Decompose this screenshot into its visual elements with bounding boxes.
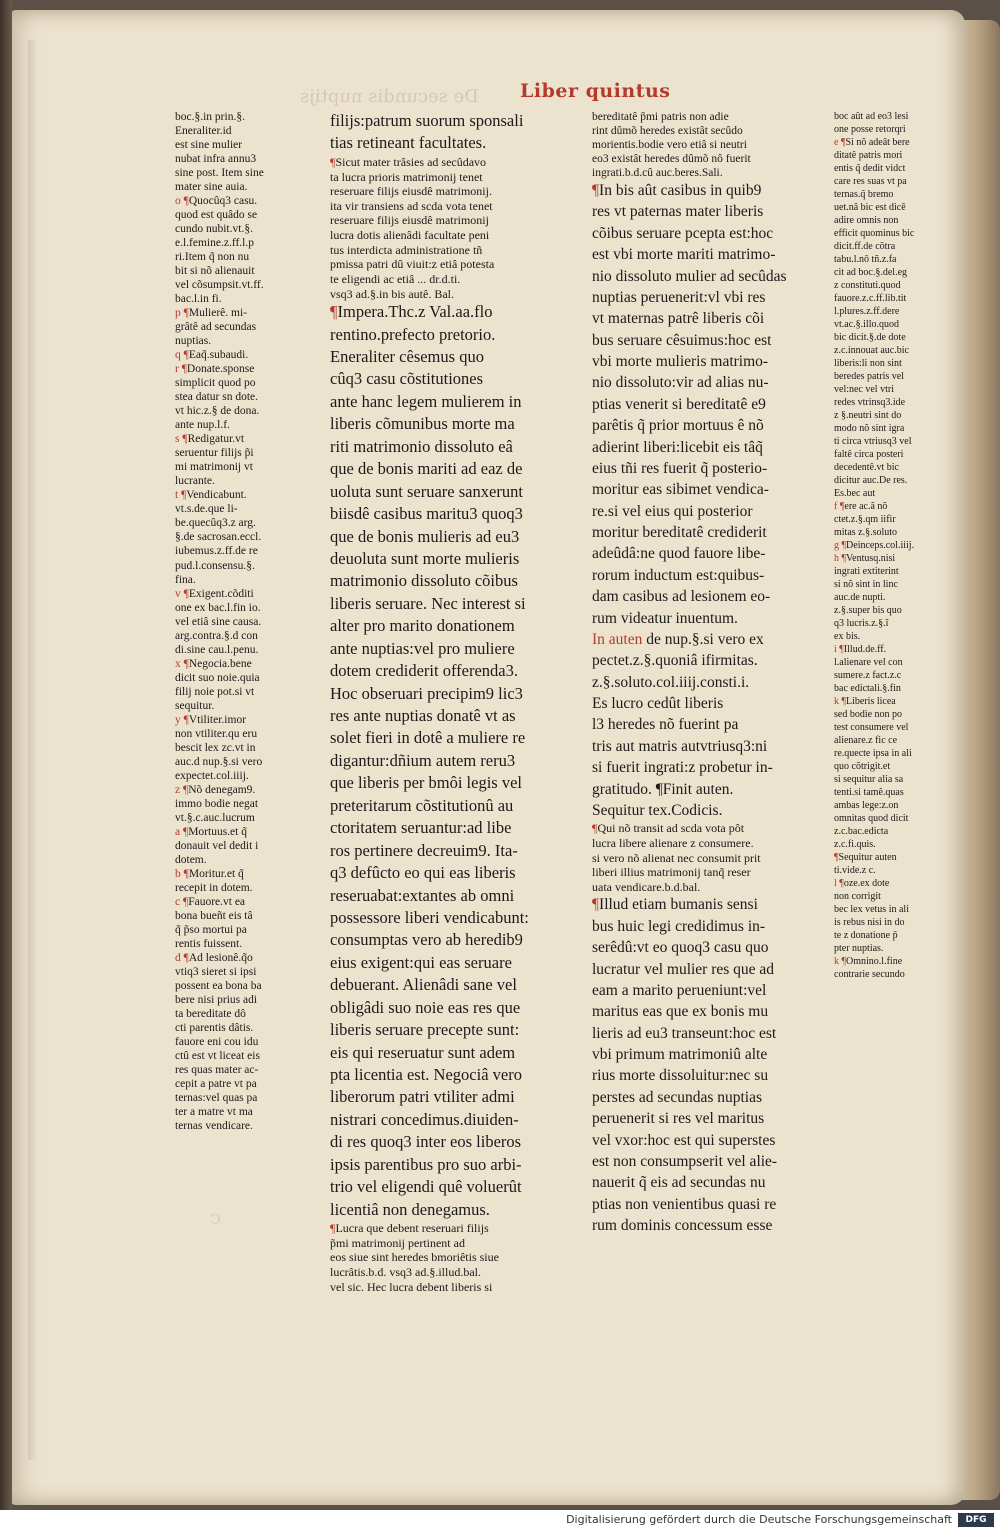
- gloss-right-line: uet.nâ bic est dicê: [834, 202, 906, 213]
- col2-law-line: dotem crediderit offerenda3.: [330, 661, 518, 681]
- gloss-right-line: mitas z.§.soluto: [834, 527, 898, 538]
- gloss-right-line: z.§.super bis quo: [834, 605, 902, 616]
- col2-law-line: que de bonis mariti ad eaz de: [330, 459, 523, 479]
- col2-law-line: liberis seruare. Nec interest si: [330, 593, 526, 613]
- gloss-left-line: stea datur sn dote.: [175, 391, 259, 404]
- gloss-right-line: k ¶Liberis licea: [834, 696, 896, 707]
- footer-credit: Digitalisierung gefördert durch die Deutsche Forschungsgemeinschaft: [566, 1513, 952, 1526]
- gloss-right-line: faltê circa posteri: [834, 449, 904, 460]
- col3-main-line: bus seruare cêsuimus:hoc est: [592, 331, 772, 349]
- bleed-through-header: De secundis nuptijs: [300, 86, 479, 107]
- gloss-left-line: bac.l.in fi.: [175, 293, 222, 306]
- col3-main-line: nuptias peruenerit:vl vbi res: [592, 288, 766, 306]
- gloss-left-line: bona bueñt eis tâ: [175, 909, 253, 922]
- gloss-right-line: i ¶Illud.de.ff.: [834, 644, 887, 655]
- col3-authentica-line: si fuerit ingrati:z probetur in-: [592, 759, 773, 777]
- col3-main-line: cõibus seruare pcepta est:hoc: [592, 224, 774, 242]
- col3-block-main-2: [592, 894, 804, 1236]
- col3-authentica-line: tris aut matris autvtriusq3:ni: [592, 737, 768, 755]
- gloss-right-line: tenti.si tamê.quas: [834, 787, 904, 798]
- col2-law-line: q3 defûcto eo qui eas liberis: [330, 863, 516, 883]
- col2-law-line: pta licentia est. Negociâ vero: [330, 1065, 522, 1084]
- gloss-left-line: non vtiliter.qu eru: [175, 727, 258, 740]
- gloss-right-line: auc.de nupti.: [834, 592, 886, 603]
- gloss-right-line: ti circa vtriusq3 vel: [834, 436, 912, 447]
- gloss-right-line: e ¶Si nõ adeât bere: [834, 137, 910, 148]
- gloss-left-line: lucrante.: [175, 475, 215, 488]
- col3-summary-2-line: lucra libere alienare z consumere.: [592, 835, 754, 850]
- gloss-left-line: ta bereditate dô: [175, 1008, 246, 1020]
- gloss-right-line: alienare.z fic ce: [834, 735, 898, 746]
- col2-law-line: alter pro marito donationem: [330, 616, 515, 636]
- gloss-left-line: ri.Item q̃ non nu: [175, 251, 250, 264]
- col2-law-line: preteritarum cõstitutionû au: [330, 795, 514, 815]
- col3-summary-line: bereditatê p̃mi patris non adie: [592, 111, 729, 123]
- gloss-right-line: ti.vide.z c.: [834, 865, 876, 876]
- col2-law-line: que liberis per bmôi legis vel: [330, 773, 522, 793]
- col3-main-2-line: perstes ad secundas nuptias: [592, 1088, 763, 1106]
- col2-law-line: trio vel eligendi quê voluerût: [330, 1177, 522, 1197]
- gloss-left-line: filij noie pot.si vt: [175, 685, 255, 698]
- gloss-right-line: ¶Sequitur auten: [834, 852, 897, 863]
- gloss-right-line: sumere.z fact.z.c: [834, 670, 902, 681]
- col3-main-line: vbi morte mulieris matrimo-: [592, 353, 769, 371]
- gloss-left-line: immo bodie negat: [175, 797, 259, 810]
- col3-main-2-line: ptias non venientibus quasi re: [592, 1195, 777, 1213]
- col2-summary-line: reseruare filijs eiusdê matrimonij: [330, 213, 489, 228]
- col3-summary-2-line: ¶Qui nõ transit ad scda vota pôt: [592, 821, 745, 836]
- gloss-right-line: tabu.l.nô tñ.z.fa: [834, 254, 897, 265]
- col3-main-line: moritur eas sibimet vendica-: [592, 481, 769, 499]
- gloss-right-line: decedentê.vt bic: [834, 462, 899, 473]
- gloss-left-line: vt hic.z.§ de dona.: [175, 405, 260, 418]
- col2-law-line: uoluta sunt seruare sanxerunt: [330, 481, 523, 501]
- col2-continuation-line: filijs:patrum suorum sponsali: [330, 111, 524, 130]
- gloss-left-line: be.quecûq3.z arg.: [175, 517, 256, 530]
- gloss-right-line: vel:nec vel vtri: [834, 384, 894, 395]
- col3-block-summary: [592, 110, 804, 180]
- col3-main-line: res vt paternas mater liberis: [592, 203, 764, 221]
- gloss-left-line: auc.d nup.§.si vero: [175, 755, 263, 768]
- gloss-left-line: ctû est vt liceat eis: [175, 1050, 260, 1063]
- gloss-left-line: dotem.: [175, 853, 207, 866]
- gloss-left-line: x ¶Negocia.bene: [175, 657, 252, 670]
- gloss-left-line: rentis fuissent.: [175, 937, 243, 950]
- col3-main-2-line: est non consumpserit vel alie-: [592, 1152, 778, 1170]
- next-page-edge: [962, 20, 1000, 1500]
- col2-law-line: eis qui reseruatur sunt adem: [330, 1042, 516, 1062]
- col2-law-line: solet fieri in dotê a muliere re: [330, 728, 526, 748]
- gloss-right-line: quo cõtrigit.et: [834, 761, 891, 772]
- col3-summary-line: eo3 existât heredes dûmõ nô fuerit: [592, 153, 751, 166]
- col2-law-line: deuoluta sunt morte mulieris: [330, 548, 520, 568]
- gloss-right-line: h ¶Ventusq.nisi: [834, 553, 896, 564]
- col3-main-2-line: nauerit q̃ eis ad secundas nu: [592, 1174, 766, 1192]
- gloss-left-line: possent ea bona ba: [175, 979, 262, 992]
- gloss-left-line: c ¶Fauore.vt ea: [175, 895, 246, 908]
- col2-law-line: liberis cõmunibus morte ma: [330, 414, 515, 434]
- gloss-left-line: z ¶Nõ denegam9.: [175, 783, 256, 796]
- gloss-right-line: liberis:li non sint: [834, 358, 902, 369]
- gloss-left-line: o ¶Quocûq3 casu.: [175, 195, 258, 208]
- gloss-right-line: l ¶oze.ex dote: [834, 878, 890, 889]
- gloss-left-line: est sine mulier: [175, 139, 243, 152]
- col3-main-line: nio dissoluto:vir ad alias nu-: [592, 374, 769, 392]
- col3-authentica-line: Sequitur tex.Codicis.: [592, 801, 723, 819]
- col3-main-2-line: serêdû:vt eo quoq3 casu quo: [592, 939, 769, 957]
- col2-law-line: biisdê casibus maritu3 quoq3: [330, 504, 523, 524]
- gloss-left-line: iubemus.z.ff.de re: [175, 545, 258, 558]
- col2-law-line: licentiâ non denegamus.: [330, 1199, 490, 1219]
- gloss-right-line: is rebus nisi in do: [834, 917, 905, 928]
- gloss-left-line: cti parentis dâtis.: [175, 1022, 254, 1035]
- gloss-left-line: cepit a patre vt pa: [175, 1078, 257, 1091]
- gloss-right-line: dicitur auc.De res.: [834, 475, 908, 486]
- col2-summary-line: reseruare filijs eiusdê matrimonij.: [330, 184, 492, 199]
- gloss-left-line: grâtê ad secundas: [175, 321, 257, 334]
- gloss-column-left: [175, 110, 305, 1133]
- gloss-left-line: quod est quâdo se: [175, 209, 258, 222]
- gloss-right-line: z §.neutri sint do: [834, 410, 902, 421]
- text-column-2: [592, 110, 804, 1236]
- gloss-left-line: s ¶Redigatur.vt: [175, 433, 245, 446]
- col3-main-2-line: rum dominis concessum esse: [592, 1217, 773, 1235]
- col2-summary-line: lucra dotis alienâdi facultate peni: [330, 228, 490, 242]
- col2-law-line: riti matrimonio dissoluto eâ: [330, 436, 513, 456]
- gloss-left-line: Eneraliter.id: [175, 125, 232, 138]
- col3-block-authentica: [592, 629, 804, 821]
- gloss-right-line: g ¶Deinceps.col.iiij.: [834, 540, 915, 551]
- gloss-left-line: vel etiâ sine causa.: [175, 615, 262, 628]
- col2-summary-line: ita vir transiens ad scda vota tenet: [330, 198, 493, 213]
- gloss-left-line: t ¶Vendicabunt.: [175, 489, 247, 502]
- gloss-right-line: te z donatione p̃: [834, 930, 898, 941]
- gloss-left-line: seruentur filijs p̃i: [175, 447, 254, 460]
- gloss-right-line: ctet.z.§.qm iifir: [834, 514, 896, 525]
- gloss-left-line: fina.: [175, 573, 196, 586]
- col3-block-summary-2: [592, 821, 804, 894]
- dfg-logo: DFG: [958, 1513, 994, 1527]
- col2-law-line: di res quoq3 inter eos liberos: [330, 1132, 522, 1152]
- gloss-left-line: ternas vendicare.: [175, 1120, 253, 1133]
- col3-authentica-line: gratitudo. ¶Finit auten.: [592, 780, 734, 798]
- col3-main-line: rorum inductum est:quibus-: [592, 566, 765, 584]
- col3-main-line: adeûdâ:ne quod fauore libe-: [592, 545, 766, 563]
- col2-law-line: liberorum patri vtiliter admi: [330, 1087, 515, 1107]
- gloss-left-line: donauit vel dedit i: [175, 839, 259, 852]
- col3-main-2-line: rius morte dissoluitur:nec su: [592, 1067, 769, 1085]
- col2-summary-line: ¶Sicut mater trâsies ad secûdavo: [330, 154, 487, 169]
- gloss-right-line: adire omnis non: [834, 215, 899, 226]
- gloss-left-line: q̃ p̃so mortui pa: [175, 923, 247, 936]
- gloss-right-line: si nõ sint in linc: [834, 579, 898, 590]
- gloss-left-line: recepit in dotem.: [175, 881, 253, 894]
- col3-authentica-line: l3 heredes nõ fuerint pa: [592, 716, 739, 734]
- gloss-left-line: v ¶Exigent.cõditi: [175, 587, 254, 600]
- bleed-through-bottom: C: [210, 1212, 221, 1228]
- gloss-right-line: ingrati extiterint: [834, 566, 899, 577]
- gloss-left-line: e.l.femine.z.ff.l.p: [175, 237, 254, 250]
- gloss-right-line: z constituti.quod: [834, 280, 901, 291]
- gloss-right-line: boc aût ad eo3 lesi: [834, 111, 909, 122]
- col3-main-line: ¶In bis aût casibus in quib9: [592, 182, 762, 200]
- gloss-right-line: fauore.z.c.ff.lib.tit: [834, 293, 907, 304]
- gloss-right-line: k ¶Omnino.l.fine: [834, 956, 903, 967]
- gloss-right-line: l.plures.z.ff.dere: [834, 306, 900, 317]
- col3-main-line: rum videatur inuentum.: [592, 609, 738, 627]
- col2-law-line: ante hanc legem mulierem in: [330, 391, 522, 411]
- gloss-right-line: vt.ac.§.illo.quod: [834, 319, 899, 330]
- gloss-left-line: vtiq3 sieret si ipsi: [175, 965, 257, 978]
- col2-law-line: possessore liberi vendicabunt:: [330, 907, 529, 927]
- gloss-right-line: bec lex vetus in ali: [834, 904, 909, 915]
- col2-summary-2-line: eos siue sint heredes bmoriêtis siue: [330, 1250, 499, 1265]
- col2-summary-2-line: vel sic. Hec lucra debent liberis si: [330, 1279, 493, 1294]
- col3-main-2-line: ¶Illud etiam bumanis sensi: [592, 896, 758, 914]
- col3-authentica-line: z.§.soluto.col.iiij.consti.i.: [592, 673, 750, 691]
- gloss-left-line: b ¶Moritur.et q̃: [175, 867, 244, 880]
- gloss-right-line: beredes patris vel: [834, 371, 904, 382]
- col3-summary-line: rint dûmõ heredes existât secûdo: [592, 125, 743, 138]
- gloss-left-line: bit si nõ alienauit: [175, 265, 255, 278]
- col2-continuation-line: tias retineant facultates.: [330, 133, 487, 153]
- gloss-right-line: ditatê patris mori: [834, 150, 903, 161]
- col3-summary-2-line: uata vendicare.b.d.bal.: [592, 879, 701, 894]
- col2-block-summary-2: [330, 1221, 580, 1294]
- gloss-left-line: y ¶Vtiliter.imor: [175, 713, 247, 726]
- gloss-left-line: vel cõsumpsit.vt.ff.: [175, 279, 264, 292]
- gloss-right-line: non corrigit: [834, 891, 881, 902]
- gloss-right-line: one posse retorqri: [834, 124, 906, 135]
- col2-law-line: nistrari concedimus.diuiden-: [330, 1109, 519, 1129]
- col2-block-summary: [330, 155, 580, 301]
- col3-main-line: re.si vel eius qui posterior: [592, 502, 753, 520]
- gloss-right-line: care res suas vt pa: [834, 176, 907, 187]
- gloss-right-line: cit ad boc.§.del.eg: [834, 267, 908, 278]
- gloss-left-line: res quas mater ac-: [175, 1064, 259, 1077]
- col3-main-line: moritur bereditatê crediderit: [592, 524, 767, 542]
- gloss-left-line: bere nisi prius adi: [175, 993, 258, 1006]
- col3-summary-2-line: si vero nõ alienat nec consumit prit: [592, 850, 761, 865]
- gloss-left-line: vt.s.de.que li-: [175, 503, 238, 516]
- gloss-left-line: nuptias.: [175, 335, 212, 348]
- gloss-right-line: ex bis.: [834, 631, 861, 642]
- col2-summary-2-line: ¶Lucra que debent reseruari filijs: [330, 1221, 489, 1236]
- gloss-left-line: r ¶Donate.sponse: [175, 363, 255, 376]
- col3-main-line: ptias venerit si bereditatê e9: [592, 395, 766, 413]
- col3-main-2-line: vbi primum matrimoniû alte: [592, 1046, 768, 1064]
- footer-bar: [0, 1510, 1000, 1531]
- col3-main-2-line: lucratur vel mulier res que ad: [592, 960, 775, 978]
- col3-main-line: adierint liberi:licebit eis tâq̃: [592, 438, 763, 456]
- gloss-right-line: sed bodie non po: [834, 709, 903, 720]
- book-binding: [0, 0, 12, 1510]
- col2-summary-2-line: p̃mi matrimonij pertinent ad: [330, 1235, 465, 1250]
- gloss-left-line: dicit suo noie.quia: [175, 671, 260, 684]
- gloss-right-line: redes vtrinsq3.ide: [834, 397, 906, 408]
- gloss-right-line: bac edictali.§.fin: [834, 683, 901, 694]
- col3-main-line: nio dissoluto mulier ad secûdas: [592, 267, 787, 285]
- col2-law-line: que de bonis mulieris ad eu3: [330, 526, 520, 546]
- gloss-column-right: [834, 110, 946, 981]
- col2-law-line: digantur:dñium autem reru3: [330, 750, 516, 770]
- col2-law-line: ante nuptias:vel pro muliere: [330, 638, 515, 658]
- gloss-left-line: arg.contra.§.d con: [175, 629, 258, 642]
- col2-law-line: matrimonio dissoluto cõibus: [330, 571, 518, 591]
- gloss-right-line: test consumere vel: [834, 722, 909, 733]
- gloss-left-line: one ex bac.l.fin io.: [175, 601, 261, 614]
- gloss-left-line: fauore eni cou idu: [175, 1036, 259, 1049]
- col2-law-line: Hoc obseruari precipim9 lic3: [330, 683, 523, 703]
- gloss-right-line: re.quecte ipsa in ali: [834, 748, 912, 759]
- col2-law-line: reseruabat:extantes ab omni: [330, 885, 515, 905]
- gloss-right-line: ternas.q̃ bremo: [834, 189, 894, 200]
- gloss-right-line: bic dicit.§.de dote: [834, 332, 906, 343]
- gloss-left-line: ante nup.l.f.: [175, 419, 230, 432]
- gloss-left-line: ter a matre vt ma: [175, 1106, 253, 1119]
- col2-law-line: ros pertinere decreuim9. Ita-: [330, 840, 518, 860]
- col3-main-2-line: peruenerit si res vel maritus: [592, 1110, 765, 1128]
- col2-law-line: obligâdi suo noie eas res que: [330, 997, 521, 1017]
- col3-main-line: est vbi morte mariti matrimo-: [592, 246, 776, 264]
- col3-main-line: eius tñi res fuerit q̃ posterio-: [592, 459, 768, 477]
- col3-main-line: parêtis q̃ prior mortuus ê nõ: [592, 417, 764, 435]
- col3-authentica-line: In auten de nup.§.si vero ex: [592, 630, 764, 648]
- col3-summary-line: ingrati.b.d.cû auc.beres.Sali.: [592, 167, 723, 180]
- col3-main-2-line: bus huic legi credidimus in-: [592, 917, 766, 935]
- col2-law-line: ctoritatem seruantur:ad libe: [330, 818, 512, 838]
- col2-summary-line: tus interdicta administratione tñ: [330, 242, 483, 257]
- gloss-left-line: sequitur.: [175, 699, 215, 712]
- gloss-right-line: f ¶ere ac.ã nõ: [834, 501, 888, 512]
- col3-block-main: [592, 180, 804, 629]
- gloss-right-line: si sequitur alia sa: [834, 774, 904, 785]
- col3-authentica-line: Es lucro cedût liberis: [592, 695, 724, 713]
- gloss-left-line: simplicit quod po: [175, 377, 256, 390]
- gloss-left-line: a ¶Mortuus.et q̃: [175, 825, 247, 838]
- gutter-shadow: [28, 40, 38, 1460]
- col3-main-line: vt maternas patrê liberis cõi: [592, 310, 765, 328]
- gloss-right-line: Es.bec aut: [834, 488, 876, 499]
- gloss-right-line: z.c.innouat auc.bic: [834, 345, 909, 356]
- gloss-left-line: ternas:vel quas pa: [175, 1092, 258, 1105]
- col3-main-2-line: vel vxor:hoc est qui superstes: [592, 1131, 776, 1149]
- gloss-right-line: dicit.ff.de cõtra: [834, 241, 896, 252]
- gloss-left-line: expectet.col.iiij.: [175, 769, 249, 782]
- gloss-left-line: mi matrimonij vt: [175, 461, 253, 474]
- col2-summary-line: te eligendi ac etiâ ... dr.d.ti.: [330, 271, 461, 286]
- gloss-left-line: cundo nubit.vt.§.: [175, 223, 253, 236]
- col2-summary-2-line: lucrâtis.b.d. vsq3 ad.§.illud.bal.: [330, 1264, 481, 1279]
- gloss-right-line: contrarie secundo: [834, 969, 905, 980]
- gloss-right-line: z.c.fi.quis.: [834, 839, 876, 850]
- col2-law-line: Eneraliter cêsemus quo: [330, 347, 484, 366]
- text-column-1: [330, 110, 580, 1294]
- gloss-right-line: efficit quominus bic: [834, 228, 915, 239]
- col2-summary-line: ta lucra prioris matrimonij tenet: [330, 169, 483, 184]
- gloss-left-line: mater sine auia.: [175, 181, 248, 194]
- gloss-right-line: l.alienare vel con: [834, 657, 903, 668]
- gloss-right-line: ambas lege:z.on: [834, 800, 899, 811]
- gloss-left-line: q ¶Eaq̃.subaudi.: [175, 349, 249, 362]
- col3-summary-2-line: liberi illius matrimonij tanq̃ reser: [592, 865, 751, 880]
- col3-main-line: dam casibus ad lesionem eo-: [592, 588, 771, 606]
- col3-main-2-line: eam a marito perueniunt:vel: [592, 981, 767, 999]
- col3-authentica-line: pectet.z.§.quoniâ ifirmitas.: [592, 652, 758, 670]
- col2-block-continuation: [330, 110, 580, 155]
- col3-main-2-line: lieris ad eu3 transeunt:hoc est: [592, 1024, 777, 1042]
- col2-law-line: ¶Impera.Thc.z Val.aa.flo: [330, 302, 493, 322]
- col3-main-2-line: maritus eas que ex bonis mu: [592, 1003, 769, 1021]
- gloss-left-line: pud.l.consensu.§.: [175, 559, 255, 572]
- col2-law-line: cûq3 casu cõstitutiones: [330, 369, 484, 389]
- gloss-left-line: sine post. Item sine: [175, 167, 264, 180]
- col2-law-line: eius exigent:qui eas seruare: [330, 952, 512, 972]
- col2-summary-line: pmissa patri dû viuit:z etiâ potesta: [330, 257, 495, 272]
- gloss-left-line: di.sine cau.l.penu.: [175, 643, 259, 656]
- gloss-left-line: vt.§.c.auc.lucrum: [175, 811, 255, 824]
- gloss-left-line: boc.§.in prin.§.: [175, 111, 245, 123]
- col2-law-line: ipsis parentibus pro suo arbi-: [330, 1154, 522, 1174]
- gloss-right-line: entis q̃ dedit vidct: [834, 163, 906, 174]
- gloss-right-line: q3 lucris.z.§.ĩ: [834, 618, 889, 629]
- col2-law-line: res ante nuptias donatê vt as: [330, 706, 516, 725]
- gloss-left-line: p ¶Mulierê. mi-: [175, 307, 247, 320]
- col3-summary-line: morientis.bodie vero etiâ si neutri: [592, 139, 747, 152]
- gloss-left-line: §.de sacrosan.eccl.: [175, 531, 262, 544]
- gloss-right-line: modo nõ sint igra: [834, 423, 905, 434]
- gloss-right-line: omnitas quod dicit: [834, 813, 909, 824]
- col2-law-line: rentino.prefecto pretorio.: [330, 324, 496, 344]
- gloss-right-line: pter nuptias.: [834, 943, 884, 954]
- col2-law-line: consumptas vero ab heredib9: [330, 930, 523, 950]
- page-header: Liber quintus: [520, 80, 671, 102]
- col2-block-law: [330, 301, 580, 1221]
- gloss-right-line: z.c.bac.edicta: [834, 826, 889, 837]
- gloss-left-line: nubat infra annu3: [175, 153, 257, 166]
- col2-law-line: debuerant. Alienâdi sane vel: [330, 975, 517, 995]
- gloss-left-line: d ¶Ad lesionê.q̃o: [175, 951, 253, 964]
- gloss-left-line: bescit lex zc.vt in: [175, 741, 256, 754]
- col2-summary-line: vsq3 ad.§.in bis autê. Bal.: [330, 286, 454, 301]
- col2-law-line: liberis seruare precepte sunt:: [330, 1020, 520, 1040]
